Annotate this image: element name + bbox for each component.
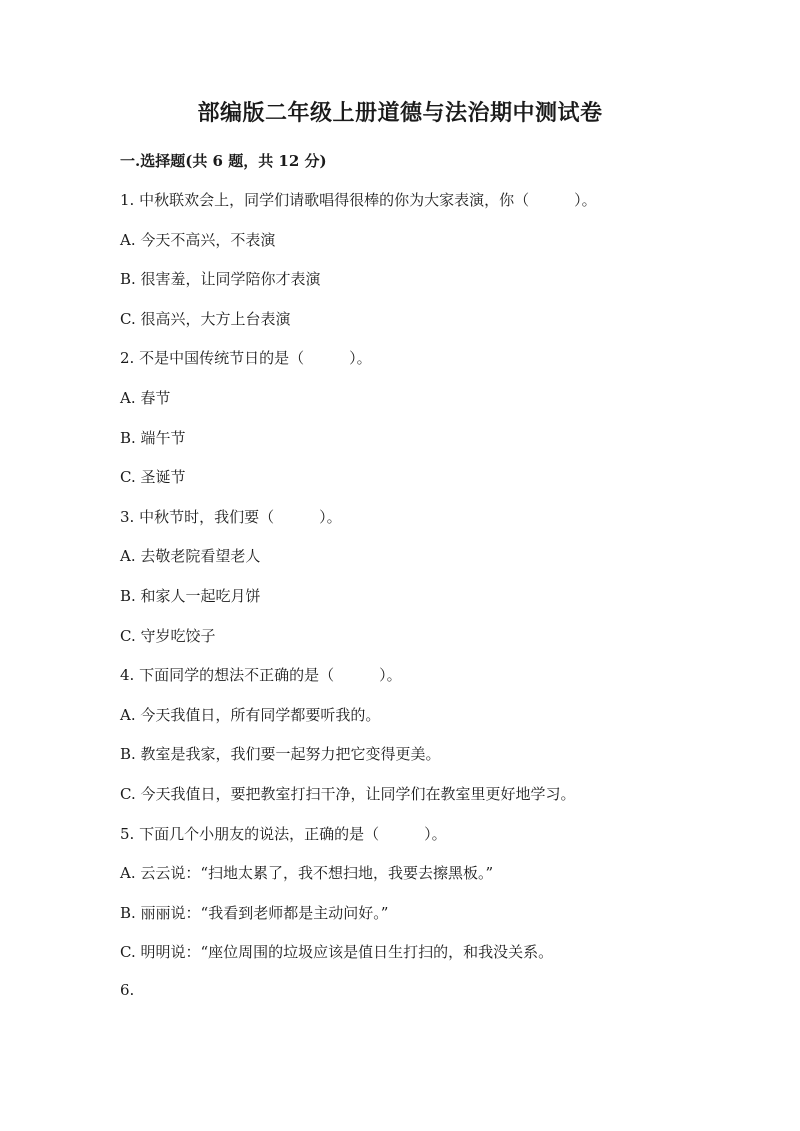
question-3-option-a: A. 去敬老院看望老人 xyxy=(120,547,261,565)
question-1-option-c: C. 很高兴，大方上台表演 xyxy=(120,310,291,328)
page-title: 部编版二年级上册道德与法治期中测试卷 xyxy=(197,100,603,126)
question-2-stem: 2. 不是中国传统节日的是（ ）。 xyxy=(120,349,372,367)
question-5-option-a: A. 云云说：“扫地太累了，我不想扫地，我要去擦黑板。” xyxy=(120,864,494,882)
question-6-stem: 6. xyxy=(120,981,135,999)
question-1-option-a: A. 今天不高兴，不表演 xyxy=(120,231,276,249)
section-heading: 一.选择题(共 6 题，共 12 分) xyxy=(120,152,327,170)
question-5-option-b: B. 丽丽说：“我看到老师都是主动问好。” xyxy=(120,904,389,922)
question-3-option-c: C. 守岁吃饺子 xyxy=(120,627,216,645)
question-2-option-c: C. 圣诞节 xyxy=(120,468,186,486)
question-3-stem: 3. 中秋节时，我们要（ ）。 xyxy=(120,508,342,526)
question-5-option-c: C. 明明说：“座位周围的垃圾应该是值日生打扫的，和我没关系。 xyxy=(120,943,554,961)
question-1-option-b: B. 很害羞，让同学陪你才表演 xyxy=(120,270,321,288)
question-2-option-a: A. 春节 xyxy=(120,389,171,407)
question-5-stem: 5. 下面几个小朋友的说法，正确的是（ ）。 xyxy=(120,825,447,843)
question-4-option-b: B. 教室是我家，我们要一起努力把它变得更美。 xyxy=(120,745,441,763)
question-3-option-b: B. 和家人一起吃月饼 xyxy=(120,587,261,605)
question-1-stem: 1. 中秋联欢会上，同学们请歌唱得很棒的你为大家表演，你（ ）。 xyxy=(120,191,597,209)
question-4-stem: 4. 下面同学的想法不正确的是（ ）。 xyxy=(120,666,402,684)
question-2-option-b: B. 端午节 xyxy=(120,429,186,447)
question-4-option-c: C. 今天我值日，要把教室打扫干净，让同学们在教室里更好地学习。 xyxy=(120,785,576,803)
question-4-option-a: A. 今天我值日，所有同学都要听我的。 xyxy=(120,706,381,724)
